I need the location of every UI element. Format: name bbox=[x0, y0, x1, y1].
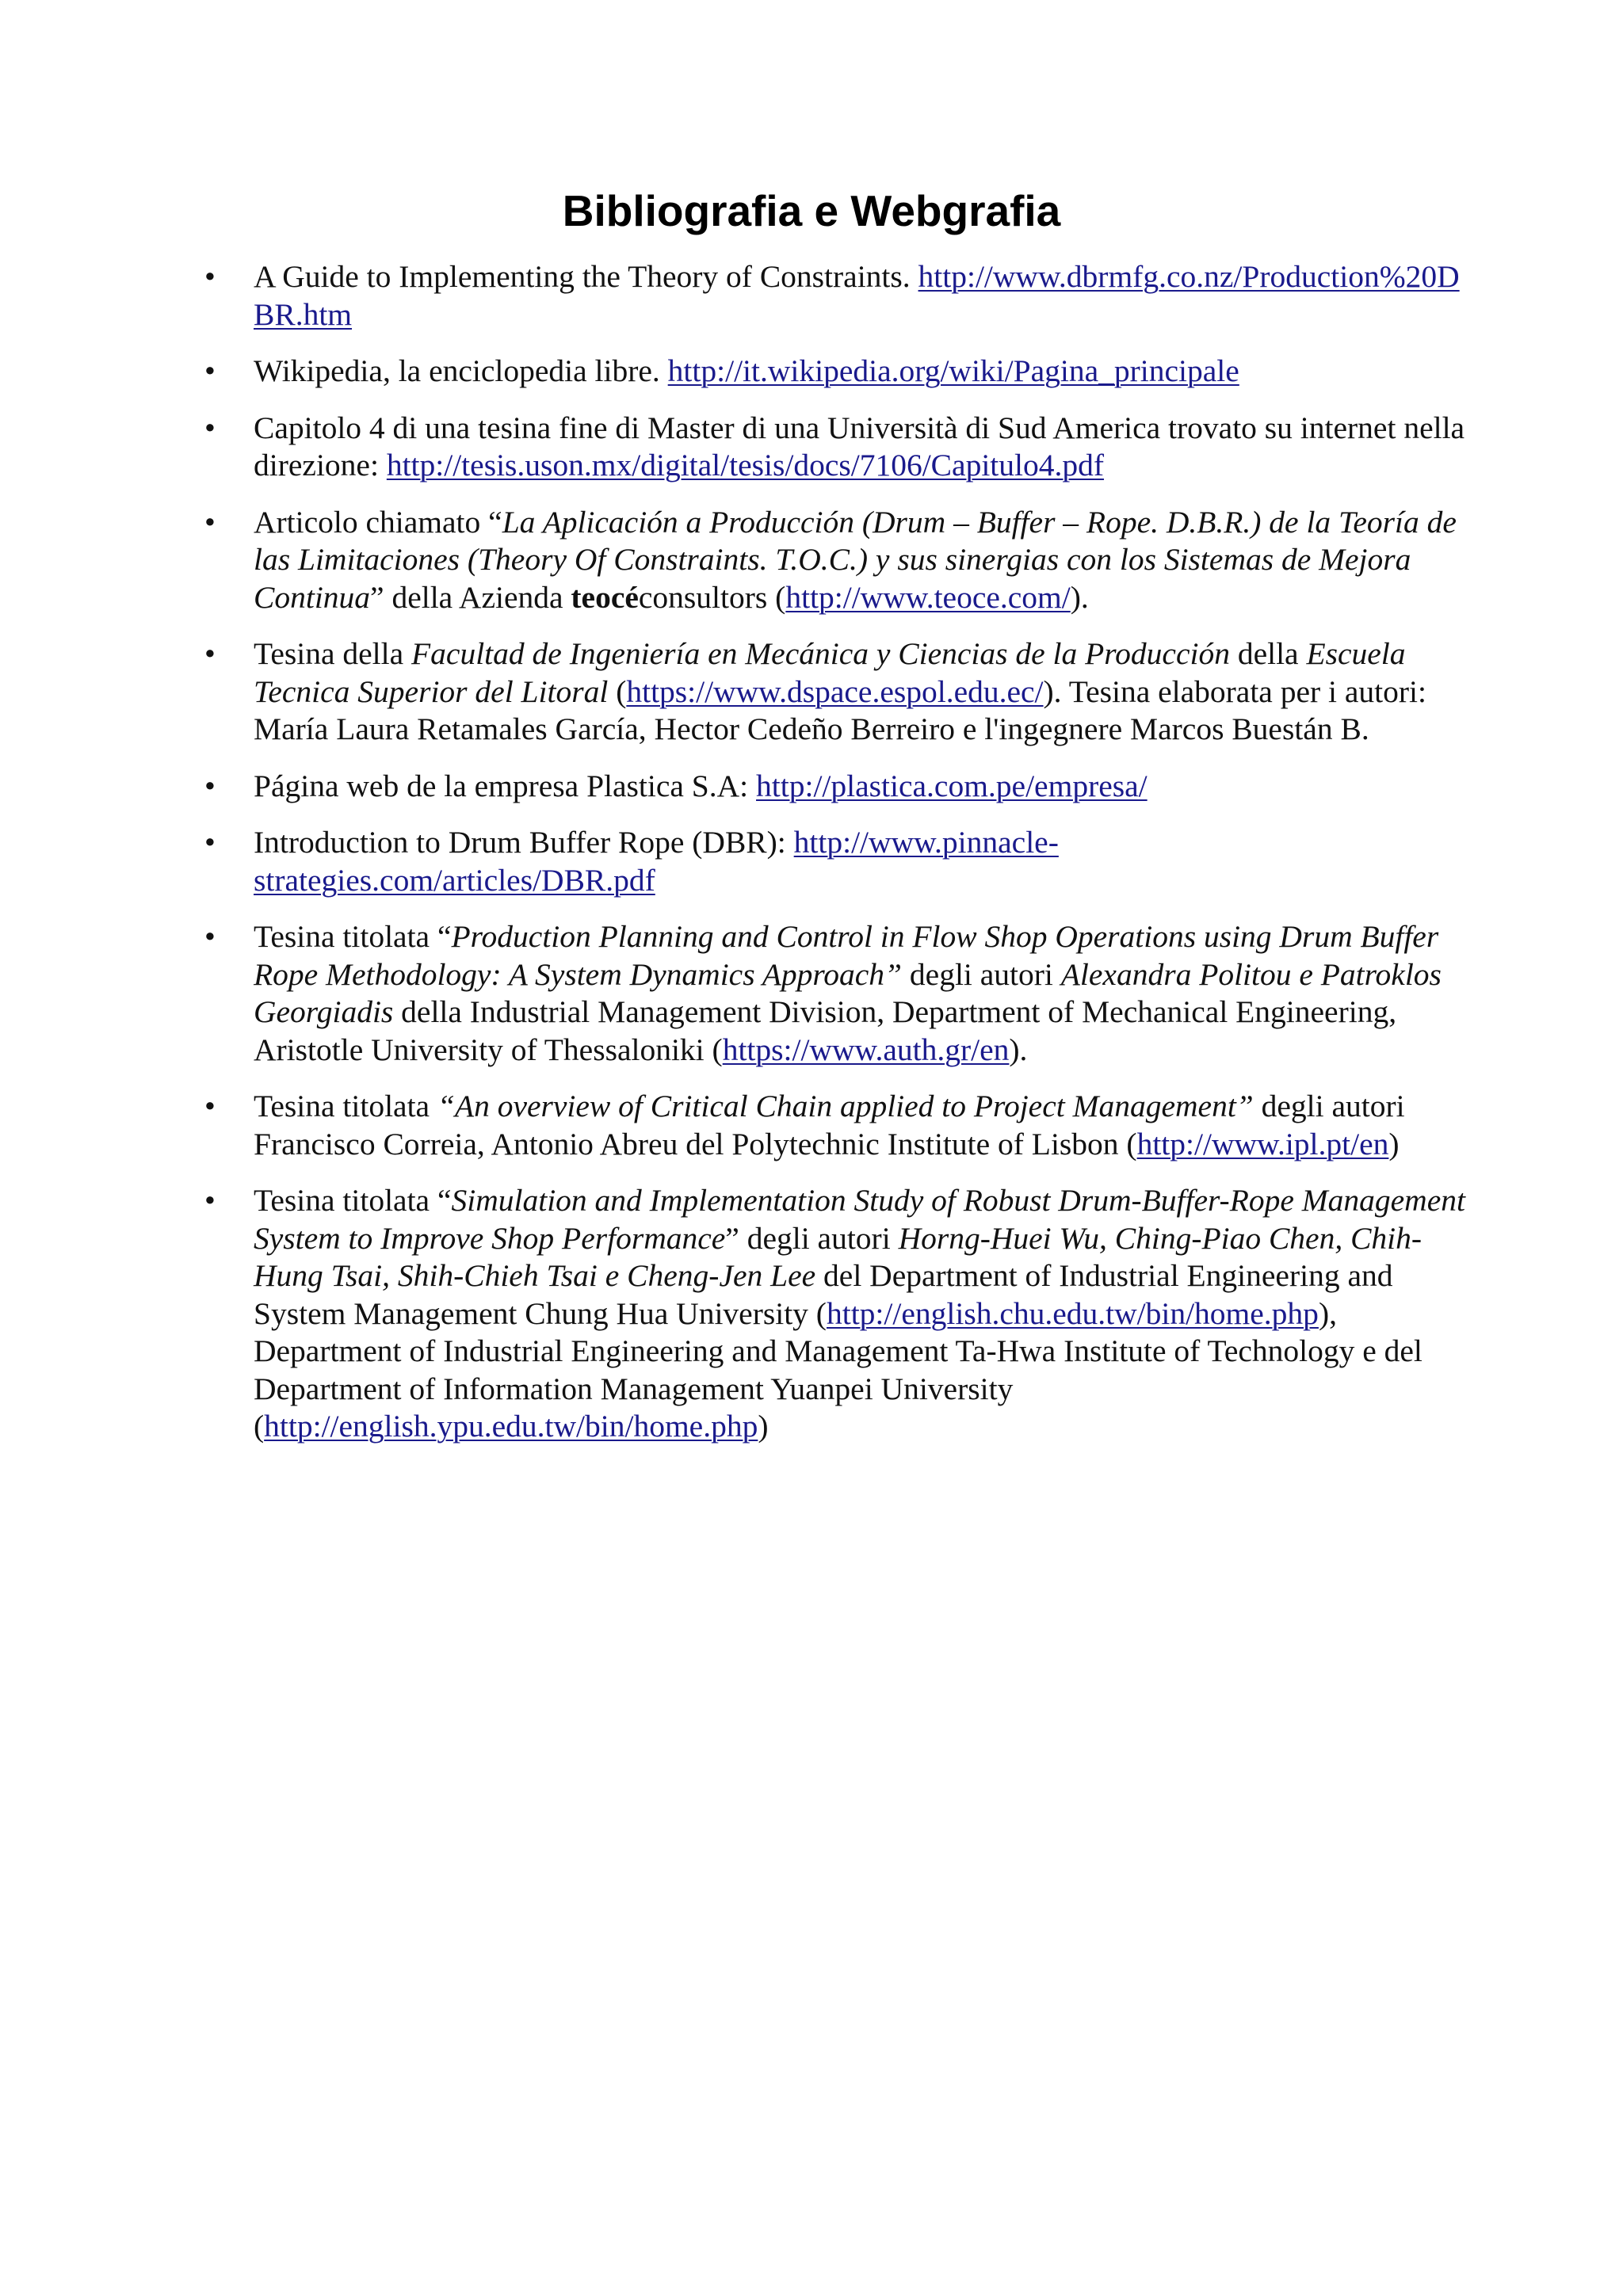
reference-text: ), Department of Industrial Engineering and Management Ta-Hwa Institute of Technology e del Department of Information Management Yuanpei University ( bbox=[254, 1295, 1423, 1444]
bullet-icon: • bbox=[204, 504, 216, 540]
bullet-icon: • bbox=[204, 636, 216, 671]
reference-text: della Industrial Management Division, Department of Mechanical Engineering, Aristotle University of Thessaloniki ( bbox=[254, 994, 1397, 1067]
reference-text: ” della Azienda bbox=[370, 579, 571, 615]
reference-text: ). bbox=[1009, 1032, 1028, 1067]
reference-text: degli autori Francisco Correia, Antonio Abreu del Polytechnic Institute of Lisbon ( bbox=[254, 1089, 1405, 1161]
bibliography-item bbox=[204, 918, 1468, 1069]
reference-title: “An overview of Critical Chain applied to Project Management” bbox=[437, 1089, 1254, 1123]
bibliography-item bbox=[204, 1182, 1468, 1446]
reference-text: Articolo chiamato “ bbox=[254, 504, 502, 540]
reference-authors: Horng-Huei Wu, Ching-Piao Chen, Chih-Hung Tsai, Shih-Chieh Tsai e Cheng-Jen Lee bbox=[254, 1220, 1423, 1293]
reference-link[interactable]: http://www.teoce.com/ bbox=[785, 579, 1071, 615]
bullet-icon: • bbox=[204, 768, 216, 803]
reference-link[interactable]: https://www.dspace.espol.edu.ec/ bbox=[626, 673, 1044, 709]
reference-text: del Department of Industrial Engineering and System Management Chung Hua University ( bbox=[254, 1258, 1393, 1331]
reference-link[interactable]: http://plastica.com.pe/empresa/ bbox=[756, 768, 1148, 803]
reference-institution: Escuela Tecnica Superior del Litoral bbox=[254, 636, 1406, 709]
reference-text: Tesina titolata “ bbox=[254, 919, 452, 954]
reference-title: Production Planning and Control in Flow Shop Operations using Drum Buffer Rope Methodology: A System Dynamics Approach” bbox=[254, 919, 1439, 992]
bibliography-item bbox=[204, 635, 1468, 749]
reference-text: A Guide to Implementing the Theory of Constraints. bbox=[254, 259, 918, 294]
bibliography-item bbox=[204, 1088, 1468, 1163]
reference-text: Tesina titolata bbox=[254, 1089, 437, 1123]
page-title: Bibliografia e Webgrafia bbox=[562, 186, 1061, 235]
bullet-icon: • bbox=[204, 410, 216, 445]
reference-text: ( bbox=[608, 673, 627, 709]
bibliography-item bbox=[204, 410, 1468, 485]
reference-text: ) bbox=[758, 1409, 769, 1444]
reference-text: degli autori bbox=[902, 956, 1061, 992]
reference-link[interactable]: https://www.auth.gr/en bbox=[722, 1032, 1010, 1067]
reference-text: ) bbox=[1388, 1126, 1400, 1161]
company-name: teocé bbox=[571, 579, 639, 615]
reference-link-part: strategies.com/articles/DBR.pdf bbox=[254, 862, 655, 898]
bibliography-item bbox=[204, 768, 1468, 806]
bibliography-item bbox=[204, 824, 1468, 899]
reference-link-part: http://www.pinnacle- bbox=[793, 825, 1059, 860]
reference-text: Tesina della bbox=[254, 636, 412, 671]
reference-link[interactable]: http://www.ipl.pt/en bbox=[1136, 1126, 1389, 1161]
reference-institution: Facultad de Ingeniería en Mecánica y Ciencias de la Producción bbox=[411, 636, 1230, 671]
reference-text: ” degli autori bbox=[725, 1220, 899, 1256]
reference-text: Introduction to Drum Buffer Rope (DBR): bbox=[254, 825, 794, 860]
bibliography-item bbox=[204, 504, 1468, 617]
reference-text: Capitolo 4 di una tesina fine di Master di una Università di Sud America trovato su internet nella direzione: bbox=[254, 410, 1465, 482]
reference-text: consultors ( bbox=[638, 579, 786, 615]
bullet-icon: • bbox=[204, 1089, 216, 1123]
bullet-icon: • bbox=[204, 919, 216, 954]
bibliography-item bbox=[204, 353, 1468, 391]
bullet-icon: • bbox=[204, 825, 216, 860]
reference-text: Página web de la empresa Plastica S.A: bbox=[254, 768, 757, 803]
reference-link[interactable]: http://tesis.uson.mx/digital/tesis/docs/7106/Capitulo4.pdf bbox=[386, 448, 1105, 482]
bibliography-list bbox=[204, 258, 1468, 1465]
reference-text: della bbox=[1229, 636, 1307, 671]
bullet-icon: • bbox=[204, 353, 216, 388]
bullet-icon: • bbox=[204, 259, 216, 294]
bibliography-item bbox=[204, 258, 1468, 334]
reference-title: La Aplicación a Producción (Drum – Buffer – Rope. D.B.R.) de la Teoría de las Limitaciones (Theory Of Constraints. T.O.C.) y sus sinergias con los Sistemas de Mejora Continua bbox=[254, 504, 1457, 615]
reference-link[interactable]: http://english.chu.edu.tw/bin/home.php bbox=[826, 1295, 1319, 1331]
reference-title: Simulation and Implementation Study of Robust Drum-Buffer-Rope Management System to Improve Shop Performance bbox=[254, 1183, 1465, 1256]
reference-text: ). Tesina elaborata per i autori: María Laura Retamales García, Hector Cedeño Berreiro e l'ingegnere Marcos Buestán B. bbox=[254, 673, 1426, 746]
reference-text: ). bbox=[1070, 579, 1089, 615]
reference-text: Tesina titolata “ bbox=[254, 1183, 452, 1218]
reference-link[interactable]: http://it.wikipedia.org/wiki/Pagina_principale bbox=[667, 353, 1239, 388]
reference-link[interactable]: http://www.dbrmfg.co.nz/Production%20DBR.htm bbox=[254, 259, 1460, 332]
reference-text: Wikipedia, la enciclopedia libre. bbox=[254, 353, 668, 388]
reference-authors: Alexandra Politou e Patroklos Georgiadis bbox=[254, 956, 1442, 1029]
bullet-icon: • bbox=[204, 1183, 216, 1218]
reference-link[interactable]: http://english.ypu.edu.tw/bin/home.php bbox=[264, 1409, 758, 1444]
